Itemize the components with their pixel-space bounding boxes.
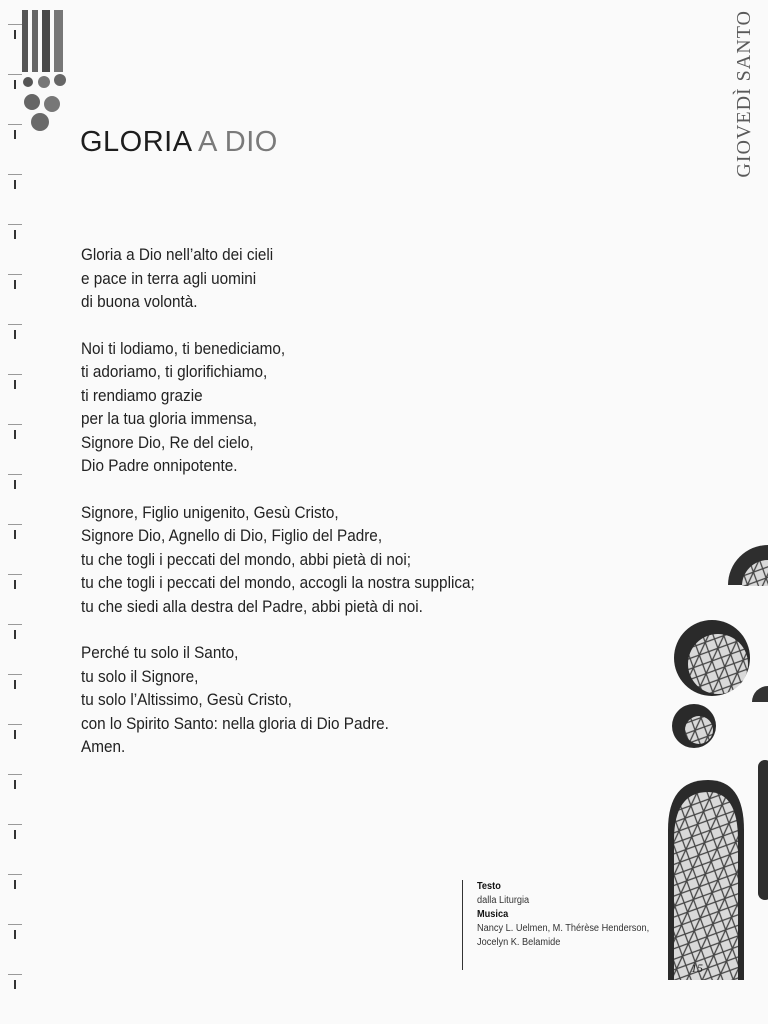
binder-tick <box>14 180 16 189</box>
binder-dash <box>8 874 22 875</box>
title-part-2: A DIO <box>191 126 278 158</box>
lyric-line: tu solo l’Altissimo, Gesù Cristo, <box>81 690 292 709</box>
lyric-line: ti rendiamo grazie <box>81 385 203 405</box>
binder-dash <box>8 374 22 375</box>
running-header: GIOVEDÌ SANTO <box>733 10 755 178</box>
binder-tick <box>14 280 16 289</box>
binder-dash <box>8 924 22 925</box>
credits-music-label: Musica <box>477 909 509 920</box>
binder-dash <box>8 274 22 275</box>
binder-tick <box>14 830 16 839</box>
binder-dash <box>8 724 22 725</box>
stanza <box>81 337 641 478</box>
lyric-line: Signore Dio, Agnello di Dio, Figlio del Padre, <box>81 526 383 545</box>
lyric-line: tu che siedi alla destra del Padre, abbi pietà di noi. <box>81 596 423 616</box>
binder-tick <box>14 680 16 689</box>
binder-dash <box>8 424 22 425</box>
logo-icon <box>18 10 78 135</box>
stanza <box>81 243 641 314</box>
binder-dash <box>8 524 22 525</box>
lyric-line: e pace in terra agli uomini <box>81 268 257 288</box>
binder-tick <box>14 730 16 739</box>
binder-dash <box>8 774 22 775</box>
binder-dash <box>8 674 22 675</box>
lyric-line: ti adoriamo, ti glorifichiamo, <box>81 362 268 381</box>
lyric-line: di buona volontà. <box>81 292 198 311</box>
binder-tick <box>14 380 16 389</box>
binder-dash <box>8 174 22 175</box>
binder-tick <box>14 30 16 39</box>
lyric-line: tu che togli i peccati del mondo, abbi pietà di noi; <box>81 549 412 569</box>
lyric-line: Signore Dio, Re del cielo, <box>81 432 254 452</box>
binder-dash <box>8 224 22 225</box>
binder-tick <box>14 80 16 89</box>
binder-dash <box>8 324 22 325</box>
binder-tick <box>14 580 16 589</box>
lyric-line: tu che togli i peccati del mondo, accogli la nostra supplica; <box>81 573 475 592</box>
lyric-line: Signore, Figlio unigenito, Gesù Cristo, <box>81 502 339 522</box>
binder-tick <box>14 530 16 539</box>
page-title <box>80 126 278 159</box>
binder-marks <box>0 0 30 1024</box>
credits-music-line: Jocelyn K. Belamide <box>477 937 561 948</box>
binder-tick <box>14 130 16 139</box>
credits-music-line: Nancy L. Uelmen, M. Thérèse Henderson, <box>477 923 650 934</box>
binder-dash <box>8 574 22 575</box>
lyric-line: Perché tu solo il Santo, <box>81 643 239 662</box>
lyric-line: Noi ti lodiamo, ti benediciamo, <box>81 338 286 358</box>
binder-tick <box>14 480 16 489</box>
stained-glass-decoration <box>668 540 768 980</box>
lyric-line: Gloria a Dio nell’alto dei cieli <box>81 245 274 264</box>
lyric-line: tu solo il Signore, <box>81 666 199 686</box>
stanza <box>81 501 641 619</box>
binder-tick <box>14 930 16 939</box>
binder-dash <box>8 474 22 475</box>
binder-tick <box>14 430 16 439</box>
binder-dash <box>8 824 22 825</box>
lyric-line: con lo Spirito Santo: nella gloria di Dio Padre. <box>81 713 389 733</box>
lyric-line: Amen. <box>81 737 126 756</box>
lyrics <box>81 243 641 782</box>
binder-tick <box>14 630 16 639</box>
binder-tick <box>14 780 16 789</box>
binder-tick <box>14 980 16 989</box>
credits-text-label: Testo <box>477 881 501 892</box>
lyric-line: per la tua gloria immensa, <box>81 409 258 428</box>
stanza <box>81 641 641 759</box>
binder-tick <box>14 880 16 889</box>
credits <box>462 880 664 970</box>
page-number: 15 <box>691 961 703 975</box>
credits-text-value: dalla Liturgia <box>477 895 530 906</box>
binder-dash <box>8 624 22 625</box>
binder-tick <box>14 330 16 339</box>
title-part-1: GLORIA <box>80 126 191 158</box>
binder-tick <box>14 230 16 239</box>
binder-dash <box>8 974 22 975</box>
lyric-line: Dio Padre onnipotente. <box>81 456 238 475</box>
